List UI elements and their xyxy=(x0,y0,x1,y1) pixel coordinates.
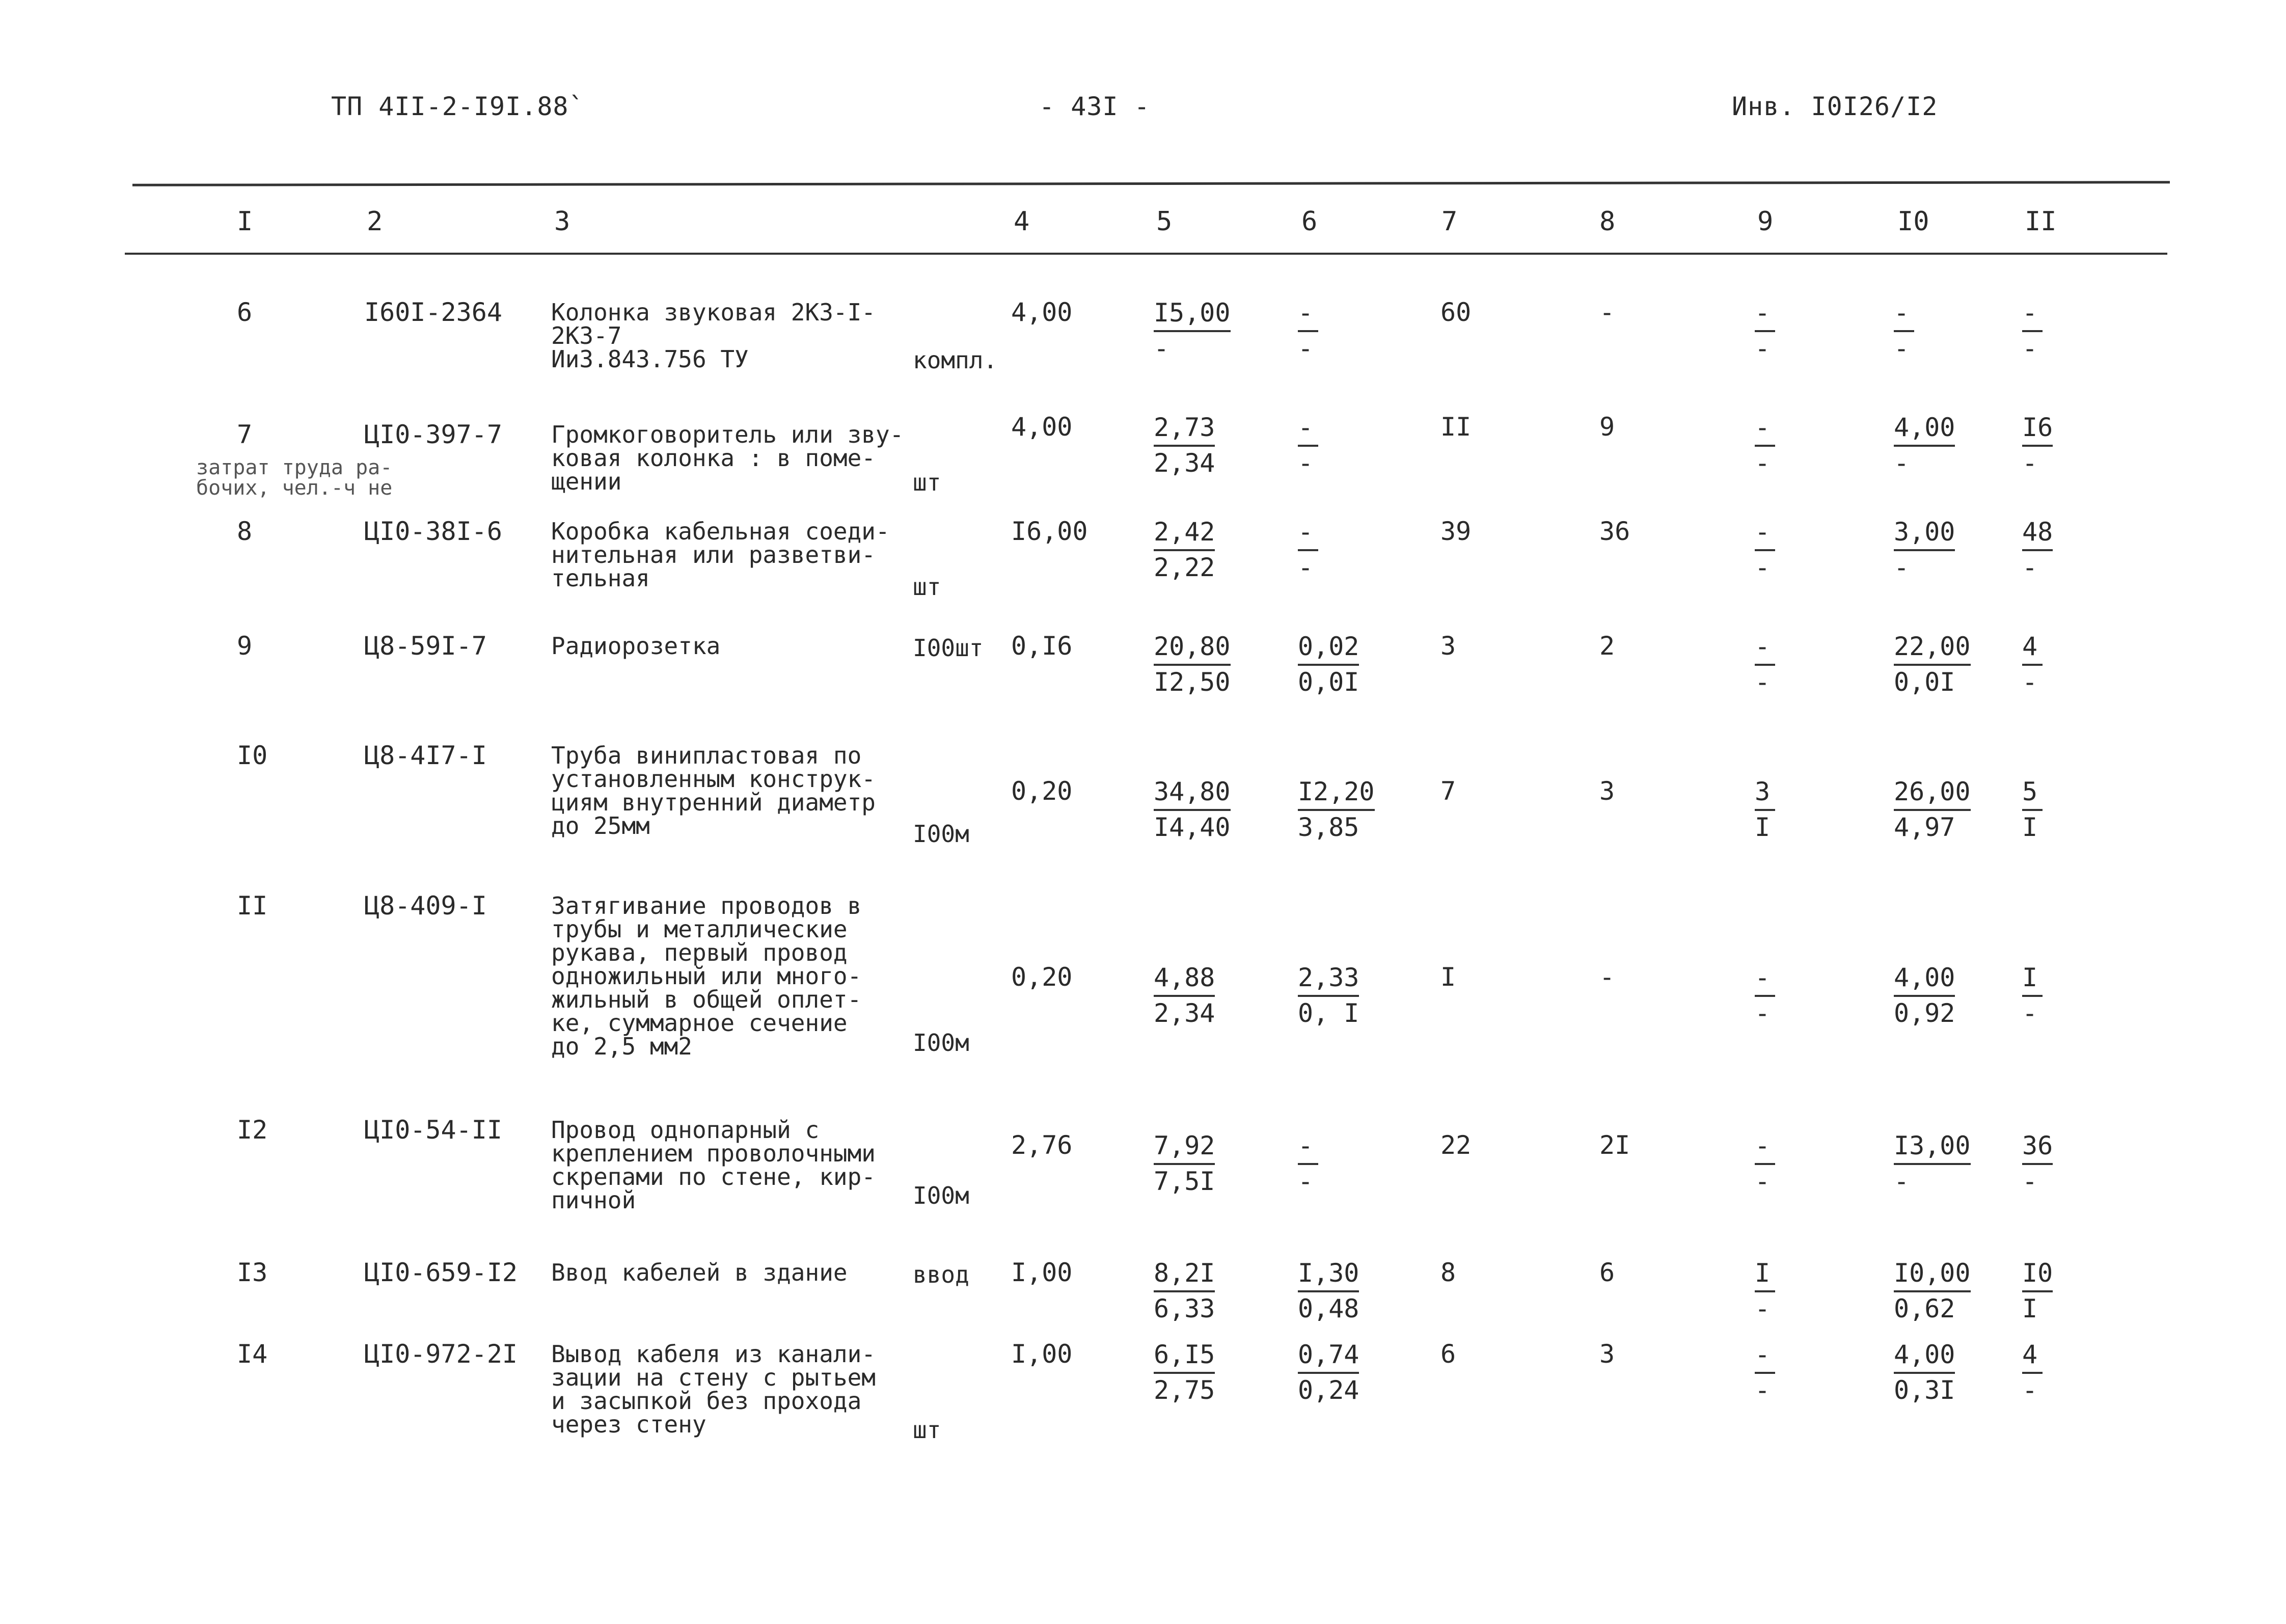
description-line: тельная xyxy=(551,564,650,592)
cell-c10 xyxy=(1894,775,1971,844)
cell-unit: I00м xyxy=(913,1029,969,1057)
description-line: Громкоговоритель или зву- xyxy=(551,421,904,448)
cell-c5 xyxy=(1154,411,1215,479)
cell-c9 xyxy=(1755,775,1775,844)
description-line: одножильный или много- xyxy=(551,962,862,990)
cell-c10 xyxy=(1894,296,1914,365)
cell-c6-numerator: - xyxy=(1298,1129,1318,1165)
cell-description xyxy=(551,1261,918,1284)
description-line: Вывод кабеля из канали- xyxy=(551,1340,876,1368)
cell-c9 xyxy=(1755,411,1775,479)
description-line: и засыпкой без прохода xyxy=(551,1387,862,1415)
cell-c5-numerator: 8,2I xyxy=(1154,1257,1215,1292)
cell-description xyxy=(551,894,918,1058)
cell-c11 xyxy=(2022,411,2053,479)
cell-description xyxy=(551,1118,918,1212)
cell-c5-denominator: 2,34 xyxy=(1154,998,1215,1028)
cell-c6 xyxy=(1298,961,1359,1030)
cell-col7: 60 xyxy=(1440,297,1472,327)
col-header-8: 8 xyxy=(1599,206,1616,237)
description-line: установленным конструк- xyxy=(551,765,876,793)
document-code: ТП 4II-2-I9I.88` xyxy=(331,92,585,121)
cell-c11-denominator: - xyxy=(2022,553,2038,582)
cell-unit: I00м xyxy=(913,1182,969,1209)
margin-note-line2: бочих, чел.-ч не xyxy=(196,476,393,500)
description-line: Провод однопарный с xyxy=(551,1116,820,1144)
cell-c5-numerator: 2,42 xyxy=(1154,516,1215,551)
cell-c5-numerator: 34,80 xyxy=(1154,775,1231,811)
cell-c6 xyxy=(1298,516,1318,584)
description-line: Коробка кабельная соеди- xyxy=(551,518,890,545)
cell-c10-numerator: I3,00 xyxy=(1894,1129,1971,1165)
cell-c9-denominator: - xyxy=(1755,1375,1771,1405)
cell-c9-numerator: - xyxy=(1755,630,1775,666)
cell-col4: I6,00 xyxy=(1011,517,1088,546)
cell-c6-numerator: 2,33 xyxy=(1298,961,1359,997)
cell-c10 xyxy=(1894,1257,1971,1325)
cell-c5 xyxy=(1154,1338,1215,1406)
description-line: через стену xyxy=(551,1411,706,1438)
description-line: пичной xyxy=(551,1186,636,1214)
cell-c9-numerator: 3 xyxy=(1755,775,1775,811)
cell-c10-numerator: 3,00 xyxy=(1894,516,1955,551)
cell-col7: 7 xyxy=(1440,776,1456,806)
cell-c9-denominator: - xyxy=(1755,1167,1771,1196)
col-header-3: 3 xyxy=(554,206,570,237)
col-header-7: 7 xyxy=(1441,206,1458,237)
cell-col7: 3 xyxy=(1440,631,1456,661)
cell-unit: шт xyxy=(913,469,941,496)
cell-c10-numerator: 4,00 xyxy=(1894,961,1955,997)
description-line: рукава, первый провод xyxy=(551,939,848,966)
col-header-11: II xyxy=(2025,206,2057,237)
cell-code: ЦI0-38I-6 xyxy=(364,517,502,546)
description-line: жильный в общей оплет- xyxy=(551,986,862,1013)
cell-c10 xyxy=(1894,411,1955,479)
cell-c6-numerator: 0,74 xyxy=(1298,1338,1359,1374)
cell-c9 xyxy=(1755,630,1775,698)
cell-c11 xyxy=(2022,296,2043,365)
cell-c5-numerator: 2,73 xyxy=(1154,411,1215,447)
cell-c10-numerator: 22,00 xyxy=(1894,630,1971,666)
cell-unit: компл. xyxy=(913,346,998,374)
cell-c11 xyxy=(2022,775,2043,844)
cell-c10-denominator: - xyxy=(1894,553,1910,582)
cell-c5 xyxy=(1154,1257,1215,1325)
cell-c6 xyxy=(1298,775,1375,844)
cell-c5 xyxy=(1154,775,1231,844)
cell-c9 xyxy=(1755,1257,1775,1325)
cell-code: Ц8-59I-7 xyxy=(364,631,487,661)
cell-col4: 0,I6 xyxy=(1011,631,1073,661)
cell-row-number: I2 xyxy=(237,1115,268,1145)
col-header-1: I xyxy=(237,206,253,237)
col-header-6: 6 xyxy=(1301,206,1318,237)
cell-c10-denominator: 0,3I xyxy=(1894,1375,1955,1405)
cell-c6-denominator: 0,24 xyxy=(1298,1375,1359,1405)
cell-c9-denominator: - xyxy=(1755,553,1771,582)
description-line: скрепами по стене, кир- xyxy=(551,1163,876,1190)
col-header-10: I0 xyxy=(1897,206,1929,237)
cell-col8: 3 xyxy=(1599,776,1615,806)
cell-code: ЦI0-54-II xyxy=(364,1115,502,1145)
cell-c6-denominator: 0,0I xyxy=(1298,667,1359,697)
cell-col8: 3 xyxy=(1599,1339,1615,1369)
cell-col8: 9 xyxy=(1599,412,1615,442)
cell-c6 xyxy=(1298,1338,1359,1406)
cell-c10-numerator: I0,00 xyxy=(1894,1257,1971,1292)
cell-unit: шт xyxy=(913,573,941,601)
cell-c9-denominator: - xyxy=(1755,998,1771,1028)
cell-c6-numerator: I2,20 xyxy=(1298,775,1375,811)
cell-c5 xyxy=(1154,516,1215,584)
cell-c6-denominator: 0, I xyxy=(1298,998,1359,1028)
cell-c5-denominator: I4,40 xyxy=(1154,813,1231,842)
cell-c11-numerator: I0 xyxy=(2022,1257,2053,1292)
header-bottom-rule xyxy=(125,253,2167,255)
cell-c6-denominator: 3,85 xyxy=(1298,813,1359,842)
cell-c5-denominator: I2,50 xyxy=(1154,667,1231,697)
cell-unit: ввод xyxy=(913,1261,969,1288)
cell-row-number: 7 xyxy=(237,420,253,449)
cell-code: Ц8-409-I xyxy=(364,891,487,921)
col-header-9: 9 xyxy=(1757,206,1774,237)
cell-c11-numerator: 4 xyxy=(2022,630,2043,666)
cell-c6-denominator: - xyxy=(1298,1167,1314,1196)
col-header-4: 4 xyxy=(1014,206,1030,237)
cell-col4: 2,76 xyxy=(1011,1130,1073,1160)
cell-code: Ц8-4I7-I xyxy=(364,741,487,770)
description-line: креплением проволочными xyxy=(551,1140,876,1167)
cell-c9 xyxy=(1755,516,1775,584)
cell-c11-denominator: - xyxy=(2022,334,2038,363)
cell-c11 xyxy=(2022,961,2043,1030)
cell-c5-denominator: 6,33 xyxy=(1154,1294,1215,1323)
cell-c9-denominator: - xyxy=(1755,667,1771,697)
cell-c6-numerator: 0,02 xyxy=(1298,630,1359,666)
cell-c10-denominator: 0,92 xyxy=(1894,998,1955,1028)
cell-c9-denominator: - xyxy=(1755,1294,1771,1323)
cell-c5-numerator: 7,92 xyxy=(1154,1129,1215,1165)
cell-c5-numerator: 20,80 xyxy=(1154,630,1231,666)
cell-c6-denominator: - xyxy=(1298,553,1314,582)
cell-c9-numerator: - xyxy=(1755,516,1775,551)
cell-col7: 22 xyxy=(1440,1130,1472,1160)
cell-description xyxy=(551,742,918,840)
cell-c10-numerator: 4,00 xyxy=(1894,411,1955,447)
cell-c5-denominator: 7,5I xyxy=(1154,1167,1215,1196)
cell-col4: 4,00 xyxy=(1011,412,1073,442)
col-header-2: 2 xyxy=(367,206,383,237)
cell-unit: I00шт xyxy=(913,634,984,662)
description-line: до 25мм xyxy=(551,812,650,840)
description-line: ке, суммарное сечение xyxy=(551,1009,848,1037)
cell-description xyxy=(551,301,918,371)
cell-col7: 8 xyxy=(1440,1258,1456,1287)
cell-c11-denominator: - xyxy=(2022,448,2038,478)
cell-c9-denominator: I xyxy=(1755,813,1771,842)
cell-c5-numerator: I5,00 xyxy=(1154,296,1231,332)
cell-c10 xyxy=(1894,516,1955,584)
cell-col4: 0,20 xyxy=(1011,962,1073,992)
cell-c10 xyxy=(1894,1338,1955,1406)
cell-row-number: I4 xyxy=(237,1339,268,1369)
cell-c9 xyxy=(1755,1129,1775,1198)
description-line: Затягивание проводов в xyxy=(551,892,862,919)
cell-col4: I,00 xyxy=(1011,1258,1073,1287)
cell-c10-numerator: 4,00 xyxy=(1894,1338,1955,1374)
cell-description xyxy=(551,1342,918,1436)
cell-col7: I xyxy=(1440,962,1456,992)
cell-c10-numerator: - xyxy=(1894,296,1914,332)
cell-c5 xyxy=(1154,296,1231,365)
cell-c5-numerator: 4,88 xyxy=(1154,961,1215,997)
cell-col8: 2I xyxy=(1599,1130,1630,1160)
description-line: ИиЗ.843.756 ТУ xyxy=(551,345,749,373)
cell-c6-numerator: - xyxy=(1298,411,1318,447)
cell-c5-denominator: 2,22 xyxy=(1154,553,1215,582)
description-line: 2КЗ-7 xyxy=(551,322,622,349)
cell-c5 xyxy=(1154,630,1231,698)
cell-c11-denominator: I xyxy=(2022,813,2038,842)
cell-col8: - xyxy=(1599,962,1615,992)
cell-row-number: 6 xyxy=(237,297,253,327)
cell-c9 xyxy=(1755,1338,1775,1406)
cell-code: ЦI0-972-2I xyxy=(364,1339,518,1369)
description-line: Колонка звуковая 2КЗ-I- xyxy=(551,299,876,326)
cell-c10 xyxy=(1894,1129,1971,1198)
description-line: трубы и металлические xyxy=(551,915,848,943)
cell-c11 xyxy=(2022,516,2053,584)
description-line: Ввод кабелей в здание xyxy=(551,1259,848,1286)
cell-c11-denominator: - xyxy=(2022,667,2038,697)
margin-note-line1: затрат труда ра- xyxy=(196,456,393,479)
cell-c11-denominator: I xyxy=(2022,1294,2038,1323)
cell-c11-denominator: - xyxy=(2022,1167,2038,1196)
cell-c11-numerator: 5 xyxy=(2022,775,2043,811)
cell-code: ЦI0-659-I2 xyxy=(364,1258,518,1287)
cell-col4: 0,20 xyxy=(1011,776,1073,806)
description-line: нительная или разветви- xyxy=(551,541,876,569)
table-top-rule xyxy=(132,181,2170,186)
cell-c10-denominator: - xyxy=(1894,448,1910,478)
cell-row-number: I3 xyxy=(237,1258,268,1287)
cell-row-number: 9 xyxy=(237,631,253,661)
cell-c10-denominator: 0,62 xyxy=(1894,1294,1955,1323)
description-line: циям внутренний диаметр xyxy=(551,789,876,816)
cell-c11-numerator: I6 xyxy=(2022,411,2053,447)
cell-col8: 2 xyxy=(1599,631,1615,661)
cell-c10-denominator: 4,97 xyxy=(1894,813,1955,842)
cell-row-number: II xyxy=(237,891,268,921)
description-line: Труба винипластовая по xyxy=(551,742,862,769)
cell-c9 xyxy=(1755,296,1775,365)
page-number: - 43I - xyxy=(1039,92,1150,121)
cell-col7: 6 xyxy=(1440,1339,1456,1369)
col-header-5: 5 xyxy=(1156,206,1173,237)
cell-c9-denominator: - xyxy=(1755,448,1771,478)
cell-c9 xyxy=(1755,961,1775,1030)
cell-code: I60I-2364 xyxy=(364,297,502,327)
cell-c11-numerator: 36 xyxy=(2022,1129,2053,1165)
cell-col8: - xyxy=(1599,297,1615,327)
cell-c10-denominator: 0,0I xyxy=(1894,667,1955,697)
cell-c10 xyxy=(1894,961,1955,1030)
cell-description xyxy=(551,520,918,590)
cell-c11-denominator: - xyxy=(2022,1375,2038,1405)
cell-c6 xyxy=(1298,1129,1318,1198)
cell-c11 xyxy=(2022,1257,2053,1325)
description-line: ковая колонка : в поме- xyxy=(551,444,876,472)
cell-c6 xyxy=(1298,411,1318,479)
cell-row-number: I0 xyxy=(237,741,268,770)
cell-col8: 36 xyxy=(1599,517,1630,546)
cell-row-number: 8 xyxy=(237,517,253,546)
cell-c5-denominator: - xyxy=(1154,334,1169,363)
cell-c11-numerator: 48 xyxy=(2022,516,2053,551)
cell-c6 xyxy=(1298,296,1318,365)
cell-c11-numerator: - xyxy=(2022,296,2043,332)
cell-c6-denominator: 0,48 xyxy=(1298,1294,1359,1323)
cell-c11-numerator: I xyxy=(2022,961,2043,997)
cell-unit: шт xyxy=(913,1416,941,1444)
cell-c5-denominator: 2,75 xyxy=(1154,1375,1215,1405)
cell-c5 xyxy=(1154,961,1215,1030)
cell-c10-denominator: - xyxy=(1894,1167,1910,1196)
cell-description xyxy=(551,634,918,658)
cell-c11 xyxy=(2022,1129,2053,1198)
cell-c5-denominator: 2,34 xyxy=(1154,448,1215,478)
cell-c9-numerator: - xyxy=(1755,1129,1775,1165)
description-line: щении xyxy=(551,468,622,495)
cell-col7: 39 xyxy=(1440,517,1472,546)
cell-c9-denominator: - xyxy=(1755,334,1771,363)
cell-c10 xyxy=(1894,630,1971,698)
cell-code: ЦI0-397-7 xyxy=(364,420,502,449)
cell-c6 xyxy=(1298,630,1359,698)
cell-c9-numerator: I xyxy=(1755,1257,1775,1292)
inventory-number: Инв. I0I26/I2 xyxy=(1732,92,1938,121)
cell-c9-numerator: - xyxy=(1755,961,1775,997)
cell-c6-numerator: - xyxy=(1298,296,1318,332)
cell-c6 xyxy=(1298,1257,1359,1325)
description-line: зации на стену с рытьем xyxy=(551,1364,876,1391)
cell-c9-numerator: - xyxy=(1755,296,1775,332)
cell-c5 xyxy=(1154,1129,1215,1198)
cell-c9-numerator: - xyxy=(1755,1338,1775,1374)
cell-c11-numerator: 4 xyxy=(2022,1338,2043,1374)
cell-col8: 6 xyxy=(1599,1258,1615,1287)
cell-c6-numerator: - xyxy=(1298,516,1318,551)
cell-c11 xyxy=(2022,630,2043,698)
description-line: до 2,5 мм2 xyxy=(551,1033,692,1060)
cell-c10-numerator: 26,00 xyxy=(1894,775,1971,811)
cell-c5-numerator: 6,I5 xyxy=(1154,1338,1215,1374)
cell-c6-numerator: I,30 xyxy=(1298,1257,1359,1292)
cell-c11-denominator: - xyxy=(2022,998,2038,1028)
cell-c9-numerator: - xyxy=(1755,411,1775,447)
cell-description xyxy=(551,423,918,493)
description-line: Радиорозетка xyxy=(551,632,721,660)
cell-c10-denominator: - xyxy=(1894,334,1910,363)
cell-col7: II xyxy=(1440,412,1472,442)
cell-col4: I,00 xyxy=(1011,1339,1073,1369)
cell-unit: I00м xyxy=(913,820,969,848)
cell-col4: 4,00 xyxy=(1011,297,1073,327)
cell-c11 xyxy=(2022,1338,2043,1406)
cell-c6-denominator: - xyxy=(1298,448,1314,478)
cell-c6-denominator: - xyxy=(1298,334,1314,363)
